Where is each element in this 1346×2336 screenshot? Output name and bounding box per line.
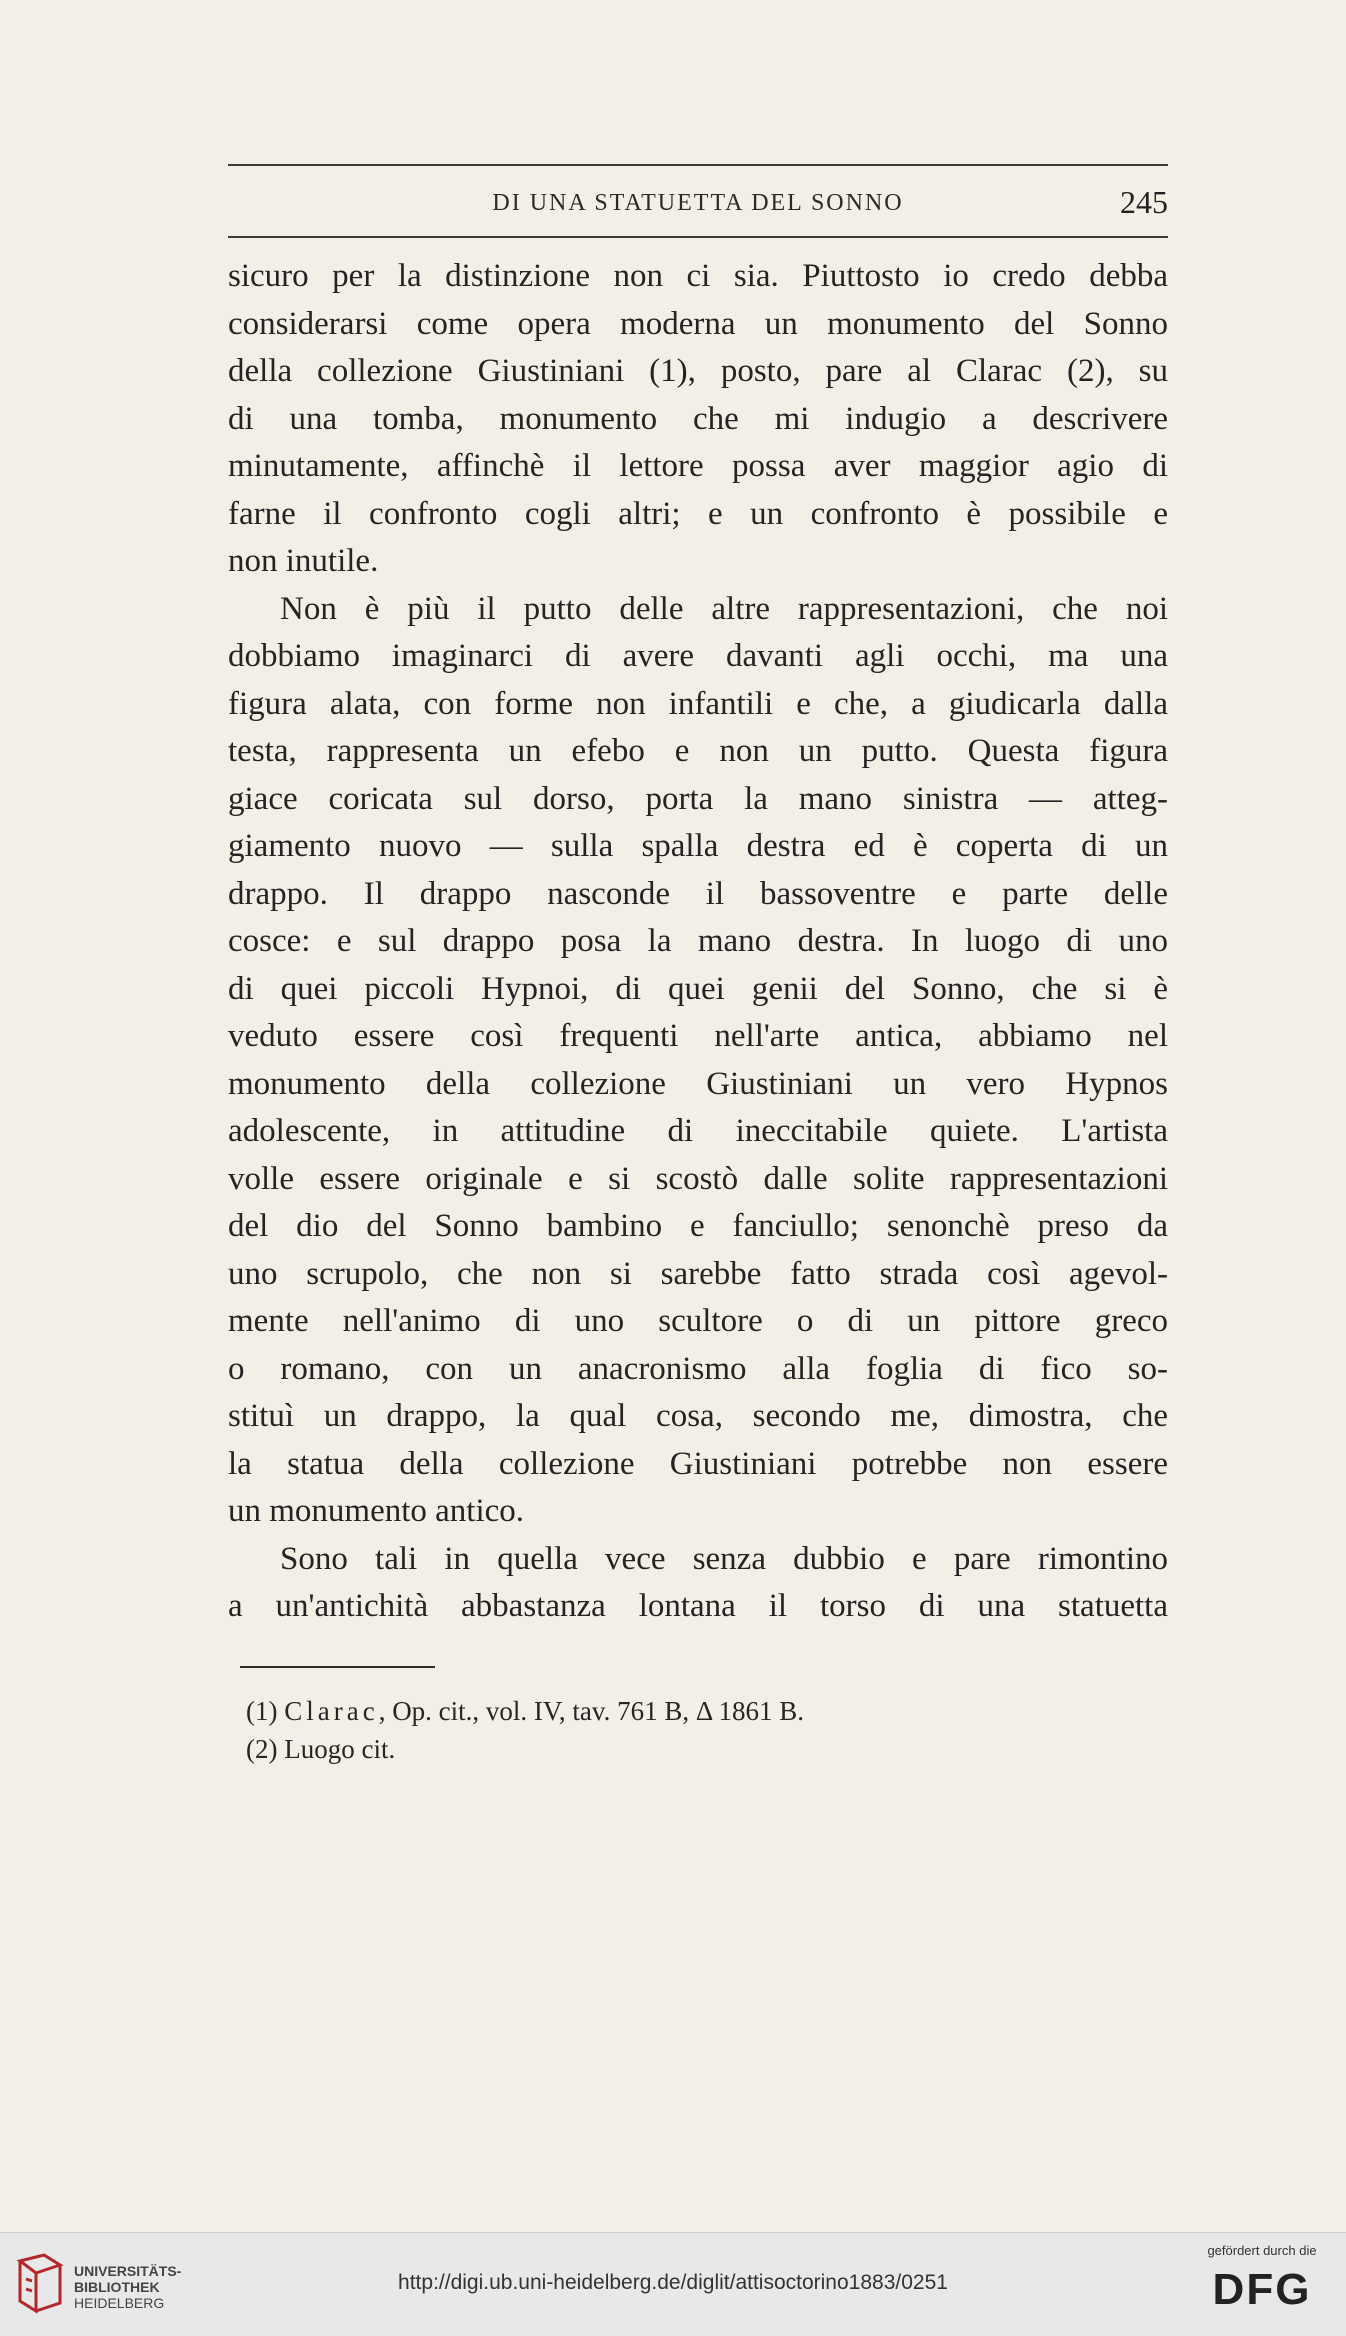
text-line: o romano, con un anacronismo alla foglia di fico so-: [228, 1350, 1168, 1387]
text-line: mente nell'animo di uno scultore o di un pittore greco: [228, 1303, 1168, 1339]
text-line: monumento della collezione Giustiniani un vero Hypnos: [228, 1065, 1168, 1102]
text-line: farne il confronto cogli altri; e un confronto è possibile e: [228, 495, 1168, 532]
text-line: figura alata, con forme non infantili e che, a giudicarla dalla: [228, 685, 1168, 722]
text-line: cosce: e sul drappo posa la mano destra. In luogo di uno: [228, 923, 1168, 959]
text-line: considerarsi come opera moderna un monumento del Sonno: [228, 305, 1168, 342]
permalink-url[interactable]: http://digi.ub.uni-heidelberg.de/diglit/attisoctorino1883/0251: [398, 2271, 948, 2294]
text-line: del dio del Sonno bambino e fanciullo; senonchè preso da: [228, 1208, 1168, 1244]
text-line: adolescente, in attitudine di ineccitabile quiete. L'artista: [228, 1113, 1168, 1149]
footnote-text: Luogo cit.: [277, 1734, 396, 1764]
running-title: DI UNA STATUETTA DEL SONNO: [492, 190, 904, 216]
footnote-2: [246, 1730, 1146, 1768]
page-number: 245: [1120, 184, 1168, 220]
text-line: di una tomba, monumento che mi indugio a descrivere: [228, 400, 1168, 437]
footnote-text: , Op. cit., vol. IV, tav. 761 B, Δ 1861 B.: [378, 1696, 805, 1726]
text-line: sicuro per la distinzione non ci sia. Piuttosto io credo debba: [228, 258, 1168, 294]
text-line: giamento nuovo — sulla spalla destra ed è coperta di un: [228, 828, 1168, 864]
paragraph-2: [228, 586, 1168, 1536]
dfg-logo-icon: DFG: [1212, 2265, 1312, 2314]
paragraph-3: [228, 1536, 1168, 1631]
text-line: veduto essere così frequenti nell'arte antica, abbiamo nel: [228, 1018, 1168, 1054]
library-name-line: UNIVERSITÄTS-: [74, 2263, 182, 2279]
text-line: testa, rappresenta un efebo e non un putto. Questa figura: [228, 733, 1168, 769]
running-head: [228, 184, 1168, 224]
text-line: uno scrupolo, che non si sarebbe fatto strada così agevol-: [228, 1255, 1168, 1292]
header-top-rule: [228, 164, 1168, 166]
footnote-marker: (1): [246, 1696, 278, 1726]
text-line: non inutile.: [228, 543, 379, 579]
header-bottom-rule: [228, 236, 1168, 238]
footnote-1: [246, 1692, 1146, 1730]
sponsor-block: [1192, 2243, 1332, 2312]
text-line: Sono tali in quella vece senza dubbio e pare rimontino: [280, 1540, 1168, 1577]
text-line: a un'antichità abbastanza lontana il torso di una statuetta: [228, 1588, 1168, 1624]
text-line: giace coricata sul dorso, porta la mano sinistra — atteg-: [228, 780, 1168, 817]
body-text: [228, 253, 1168, 1631]
footnotes: [246, 1692, 1146, 1768]
paragraph-1: [228, 253, 1168, 586]
text-line: volle essere originale e si scostò dalle solite rappresentazioni: [228, 1160, 1168, 1197]
footnote-author: Clarac: [284, 1696, 379, 1726]
text-line: la statua della collezione Giustiniani potrebbe non essere: [228, 1445, 1168, 1482]
text-line: drappo. Il drappo nasconde il bassoventre e parte delle: [228, 875, 1168, 912]
sponsor-caption: gefördert durch die: [1207, 2243, 1317, 2258]
footnote-rule: [240, 1666, 435, 1668]
library-name-line: HEIDELBERG: [74, 2295, 165, 2311]
text-line: della collezione Giustiniani (1), posto, pare al Clarac (2), su: [228, 353, 1168, 389]
text-line: minutamente, affinchè il lettore possa aver maggior agio di: [228, 448, 1168, 484]
library-name-line: BIBLIOTHEK: [74, 2279, 160, 2295]
footnote-marker: (2): [246, 1734, 278, 1764]
text-line: un monumento antico.: [228, 1493, 525, 1529]
text-line: stituì un drappo, la qual cosa, secondo me, dimostra, che: [228, 1398, 1168, 1434]
text-line: Non è più il putto delle altre rappresentazioni, che noi: [280, 590, 1168, 627]
digitization-footer: [0, 2232, 1346, 2336]
text-line: di quei piccoli Hypnoi, di quei genii del Sonno, che si è: [228, 970, 1168, 1007]
text-line: dobbiamo imaginarci di avere davanti agli occhi, ma una: [228, 638, 1168, 674]
